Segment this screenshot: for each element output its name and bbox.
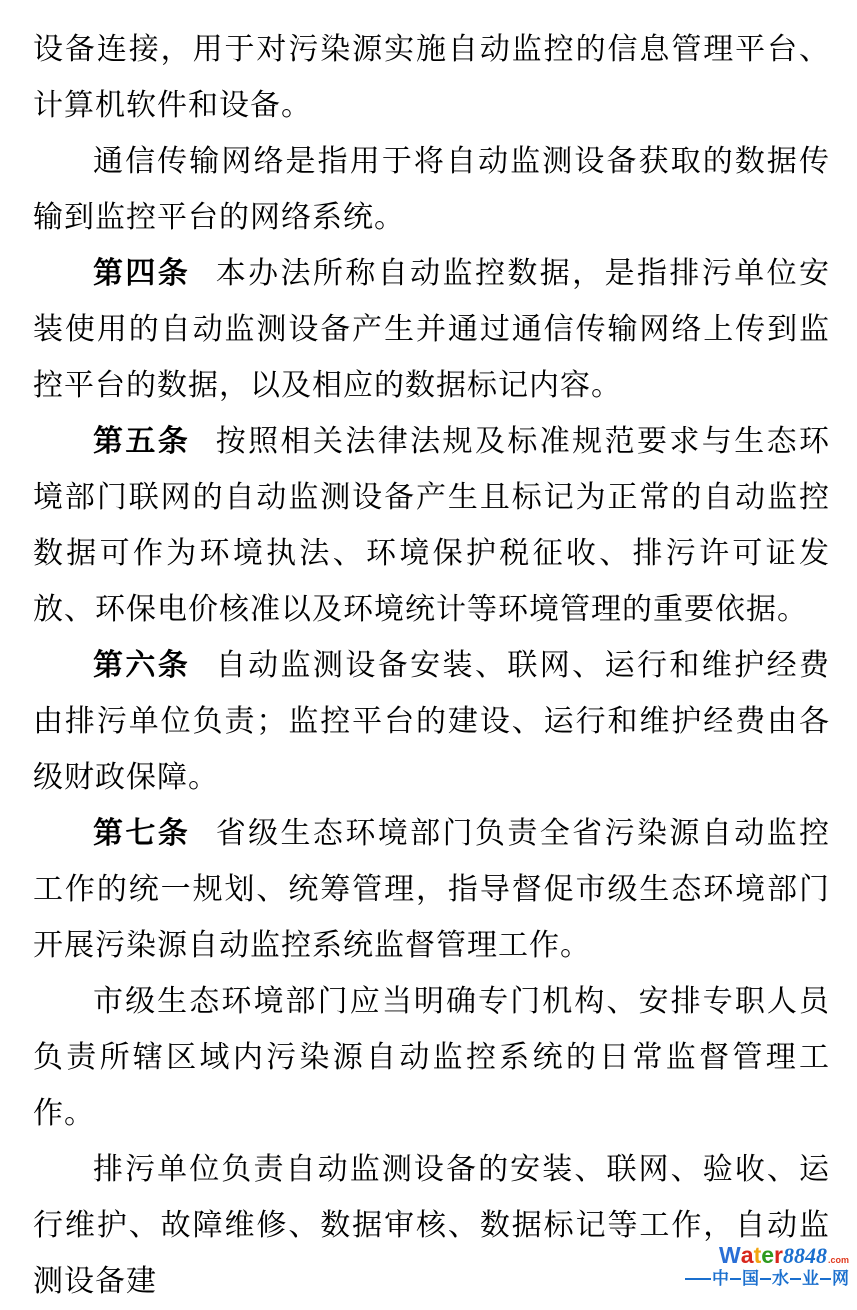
article-number: 第五条 bbox=[93, 425, 191, 458]
water8848-watermark-logo bbox=[684, 1244, 849, 1287]
tagline-char: 网 bbox=[832, 1269, 849, 1288]
paragraph bbox=[33, 974, 830, 1142]
paragraph-text: 排污单位负责自动监测设备的安装、联网、验收、运行维护、故障维修、数据审核、数据标记等工作，自动监测设备建 bbox=[33, 1153, 830, 1298]
paragraph-text: 按照相关法律法规及标准规范要求与生态环境部门联网的自动监测设备产生且标记为正常的自动监控数据可作为环境执法、环境保护税征收、排污许可证发放、环保电价核准以及环境统计等环境管理的重要依据。 bbox=[33, 425, 831, 626]
paragraph bbox=[33, 22, 830, 134]
brand-tld: .com bbox=[827, 1255, 849, 1265]
paragraph bbox=[33, 134, 830, 246]
paragraph-text: 通信传输网络是指用于将自动监测设备获取的数据传输到监控平台的网络系统。 bbox=[33, 145, 830, 234]
article-number: 第四条 bbox=[93, 257, 191, 290]
tagline-dash-icon bbox=[760, 1278, 771, 1280]
paragraph-text: 省级生态环境部门负责全省污染源自动监控工作的统一规划、统筹管理，指导督促市级生态环境部门开展污染源自动监控系统监督管理工作。 bbox=[33, 817, 831, 962]
tagline-char: 业 bbox=[802, 1269, 819, 1288]
paragraph bbox=[33, 638, 830, 806]
article-number: 第六条 bbox=[93, 649, 191, 682]
paragraph-text: 自动监测设备安装、联网、运行和维护经费由排污单位负责；监控平台的建设、运行和维护经费由各级财政保障。 bbox=[33, 649, 831, 794]
tagline-dash-icon bbox=[790, 1278, 801, 1280]
paragraph-text: 市级生态环境部门应当明确专门机构、安排专职人员负责所辖区域内污染源自动监控系统的日常监督管理工作。 bbox=[33, 985, 830, 1130]
paragraph bbox=[33, 246, 830, 414]
paragraph bbox=[33, 806, 830, 974]
tagline-char: 中 bbox=[712, 1269, 729, 1288]
tagline-char: 国 bbox=[742, 1269, 759, 1288]
brand-letter-a: a bbox=[740, 1242, 754, 1268]
brand-letter-t: t bbox=[753, 1242, 762, 1268]
document-page bbox=[33, 22, 830, 1310]
tagline-dash-icon bbox=[820, 1278, 831, 1280]
paragraph-text: 本办法所称自动监控数据，是指排污单位安装使用的自动监测设备产生并通过通信传输网络上传到监控平台的数据，以及相应的数据标记内容。 bbox=[33, 257, 831, 402]
paragraph-text: 设备连接，用于对污染源实施自动监控的信息管理平台、计算机软件和设备。 bbox=[33, 33, 830, 122]
paragraph bbox=[33, 414, 830, 638]
tagline-char: 水 bbox=[772, 1269, 789, 1288]
tagline-dash-icon bbox=[685, 1278, 711, 1280]
brand-letter-e: e bbox=[761, 1242, 775, 1268]
watermark-tagline bbox=[684, 1270, 849, 1287]
water8848-brand bbox=[684, 1244, 849, 1267]
brand-letter-w: W bbox=[719, 1242, 741, 1268]
article-number: 第七条 bbox=[93, 817, 191, 850]
tagline-dash-icon bbox=[730, 1278, 741, 1280]
brand-number: 8848 bbox=[782, 1243, 827, 1268]
brand-letter-r: r bbox=[774, 1242, 783, 1268]
